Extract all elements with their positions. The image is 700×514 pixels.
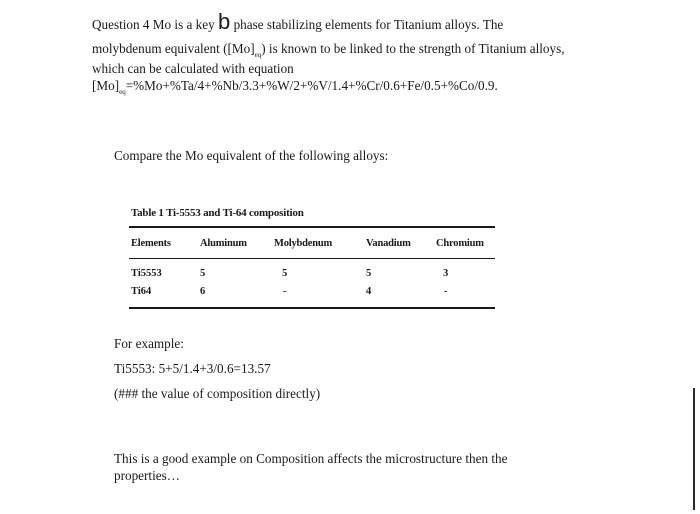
row-vanadium-value: 4	[366, 286, 372, 297]
example-note: (### the value of composition directly)	[114, 386, 321, 401]
table-top-rule	[129, 226, 495, 228]
question-line-3	[92, 61, 294, 77]
header-chromium: Chromium	[436, 238, 484, 249]
row-aluminum-value: 6	[200, 286, 206, 297]
scrollbar[interactable]	[693, 388, 695, 510]
row-vanadium-value: 5	[366, 268, 372, 279]
header-aluminum: Aluminum	[200, 238, 247, 249]
row-aluminum-value: 5	[200, 268, 206, 279]
header-vanadium: Vanadium	[366, 238, 411, 249]
table-bottom-rule	[129, 307, 495, 309]
equation-lhs: [Mo]	[92, 78, 120, 93]
compare-instruction: Compare the Mo equivalent of the following alloys:	[114, 148, 389, 163]
equation-rhs: =%Mo+%Ta/4+%Nb/3.3+%W/2+%V/1.4+%Cr/0.6+Fe/0.5+%Co/0.9.	[125, 78, 498, 93]
equation-line	[92, 78, 498, 96]
question-line-1	[92, 9, 504, 34]
mo-eq-label: molybdenum equivalent ([Mo]	[92, 41, 255, 56]
row-chromium-value: 3	[443, 268, 449, 279]
row-chromium-value: -	[444, 286, 448, 297]
mo-eq-description: ) is known to be linked to the strength of Titanium alloys,	[261, 41, 565, 56]
closing-line-2: properties…	[114, 468, 180, 483]
header-molybdenum: Molybdenum	[274, 238, 333, 249]
question-suffix: phase stabilizing elements for Titanium alloys. The	[230, 17, 504, 32]
table-header-rule	[129, 258, 495, 259]
equation-subscript: eq	[119, 88, 126, 96]
row-molybdenum-value: -	[283, 286, 287, 297]
closing-line-1: This is a good example on Composition affects the microstructure then the	[114, 451, 508, 466]
eq-subscript: eq	[254, 51, 262, 59]
row-molybdenum-value: 5	[282, 268, 288, 279]
beta-symbol: b	[218, 9, 231, 34]
question-prefix: Question 4 Mo is a key	[92, 17, 219, 32]
equation-intro: which can be calculated with equation	[92, 61, 294, 76]
header-elements: Elements	[131, 238, 171, 249]
example-label: For example:	[114, 336, 184, 351]
question-line-2	[92, 41, 565, 59]
example-calculation: Ti5553: 5+5/1.4+3/0.6=13.57	[114, 361, 271, 376]
table-title: Table 1 Ti-5553 and Ti-64 composition	[131, 207, 304, 219]
row-alloy-name: Ti5553	[131, 268, 162, 279]
row-alloy-name: Ti64	[131, 286, 152, 297]
